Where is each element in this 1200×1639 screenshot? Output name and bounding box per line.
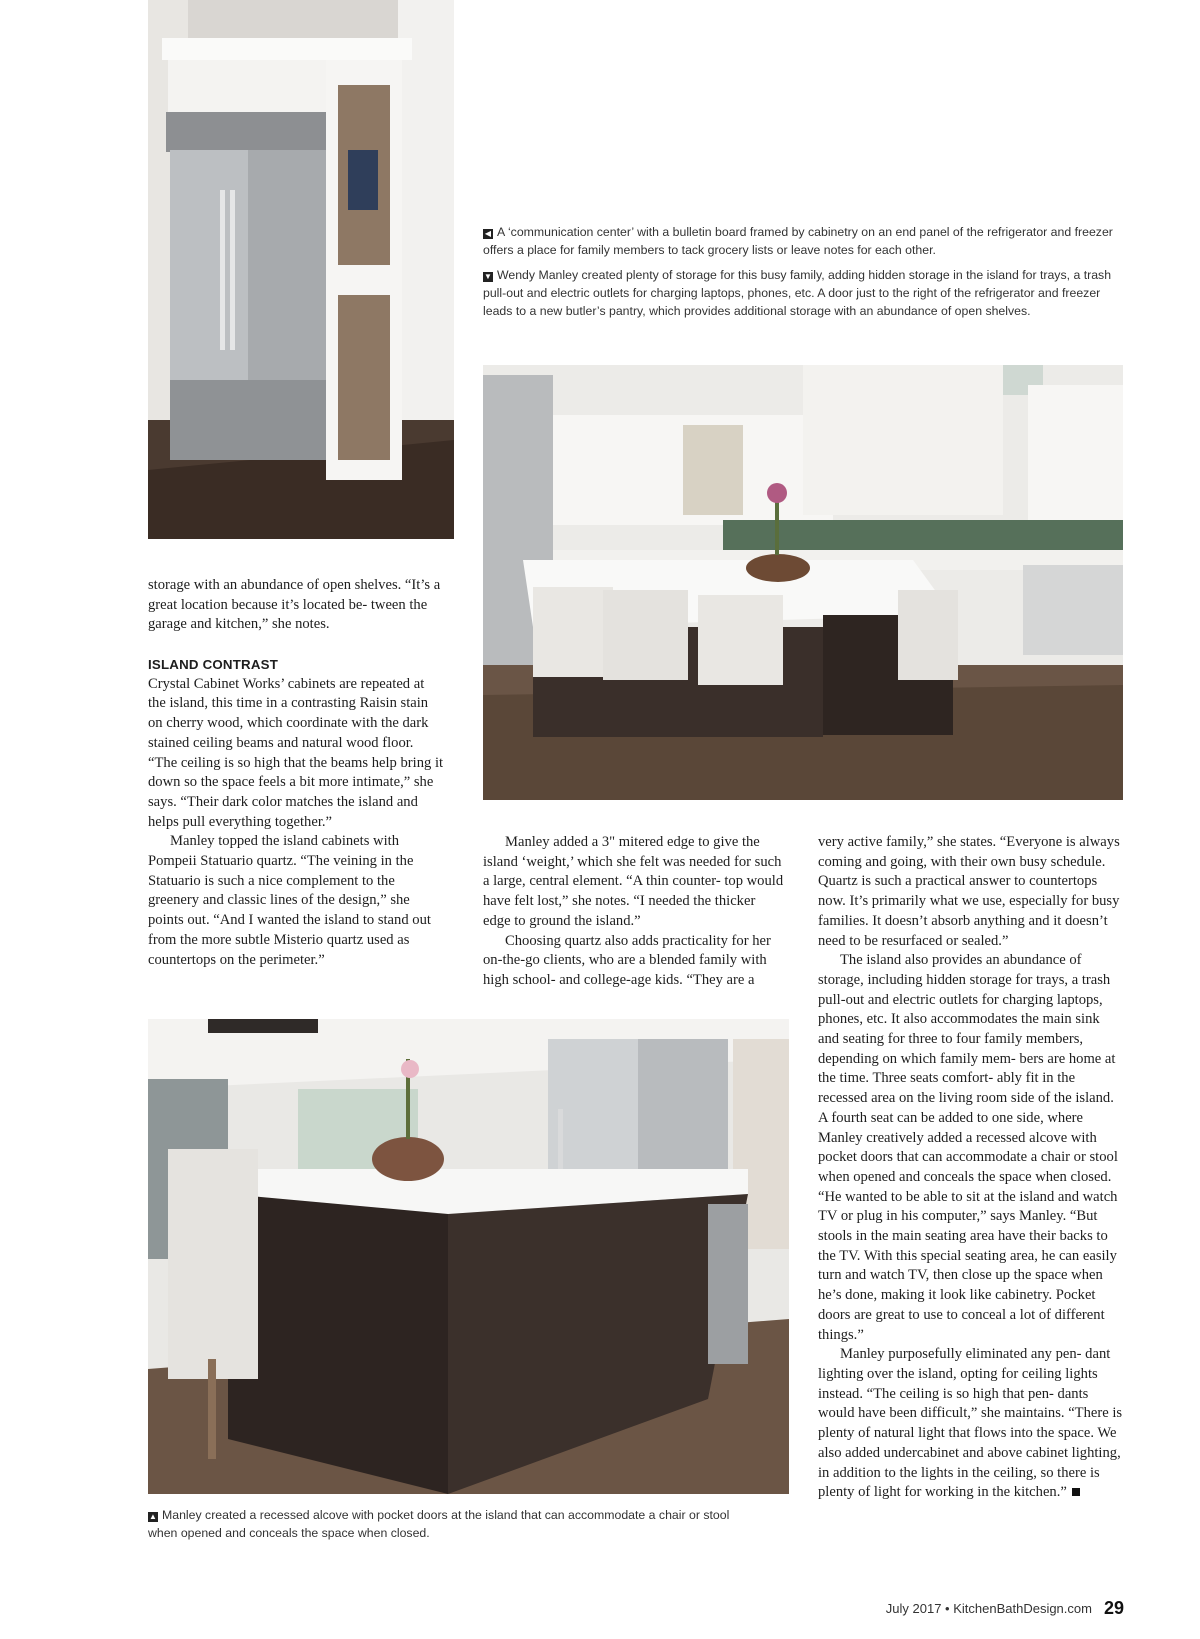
article-paragraph: Crystal Cabinet Works’ cabinets are repeated at the island, this time in a contrasting Raisin stain on cherry wood, which coordinate with the dark stained ceiling beams and natural wood floor. “The ceiling is so high that the beams help bring it down so the space feels a bit more intimate,” she says. “Their dark color matches the island and helps pull everything together.” bbox=[148, 675, 444, 830]
section-heading: ISLAND CONTRAST bbox=[148, 657, 279, 672]
square-end-icon bbox=[1072, 1488, 1080, 1496]
article-paragraph: Manley added a 3" mitered edge to give the island ‘weight,’ which she felt was needed for such a large, central element. “A thin counter- top would have felt lost,” she notes. “I needed the thicker edge to ground the island.” bbox=[483, 834, 784, 929]
arrow-up-icon: ▲ bbox=[149, 1512, 157, 1521]
article-column-right bbox=[818, 833, 1123, 1503]
article-paragraph: Manley topped the island cabinets with Pompeii Statuario quartz. “The veining in the Statuario is such a nice complement to the greenery and classic lines of the design,” she points out. “And I wanted the island to stand out from the more subtle Misterio quartz used as countertops on the perimeter.” bbox=[148, 833, 431, 968]
article-column-left bbox=[148, 655, 445, 970]
caption-communication-center bbox=[483, 224, 1123, 260]
caption-text: Manley created a recessed alcove with pocket doors at the island that can accommodate a chair or stool when opened and conceals the space when closed. bbox=[148, 1508, 730, 1540]
caption-recessed-alcove bbox=[148, 1507, 748, 1543]
page-footer bbox=[886, 1598, 1124, 1619]
article-intro bbox=[148, 576, 443, 635]
arrow-down-icon: ▼ bbox=[484, 272, 492, 281]
article-paragraph: very active family,” she states. “Everyone is always coming and going, with their own busy schedule. Quartz is such a practical answer to countertops now. It’s primarily what we use, especially for busy families. It doesn’t absorb anything and it doesn’t need to be resurfaced or sealed.” bbox=[818, 834, 1120, 949]
article-paragraph bbox=[818, 1345, 1123, 1503]
caption-text: Wendy Manley created plenty of storage for this busy family, adding hidden storage in the island for trays, a trash pull-out and electric outlets for charging laptops, phones, etc. A door just to the right of the refrigerator and freezer leads to a new butler’s pantry, which provides additional storage with an abundance of open shelves. bbox=[483, 268, 1112, 318]
photo-kitchen-island-seating bbox=[483, 365, 1123, 800]
photo-island-recessed-alcove bbox=[148, 1019, 789, 1494]
caption-hidden-storage bbox=[483, 267, 1123, 320]
article-column-middle bbox=[483, 833, 785, 991]
page-number: 29 bbox=[1103, 1598, 1124, 1618]
arrow-left-icon: ◀ bbox=[484, 229, 492, 238]
photo-refrigerator-communication-center bbox=[148, 0, 454, 539]
refrigerator-illustration bbox=[148, 0, 454, 539]
island-illustration bbox=[148, 1019, 789, 1494]
footer-issue: July 2017 • KitchenBathDesign.com bbox=[885, 1601, 1092, 1616]
article-paragraph: Choosing quartz also adds practicality for her on-the-go clients, who are a blended family with high school- and college-age kids. “They are a bbox=[483, 932, 771, 988]
caption-text: A ‘communication center’ with a bulletin board framed by cabinetry on an end panel of the refrigerator and freezer offers a place for family members to tack grocery lists or leave notes for each other. bbox=[483, 225, 1113, 257]
article-paragraph: The island also provides an abundance of storage, including hidden storage for trays, a trash pull-out and electric outlets for charging laptops, phones, etc. It also accommodates the main sink and seating for three to four family members, depending on which family mem- bers are home at the time. Three seats comfort- ably fit in the recessed area on the living room side of the island. A fourth seat can be added to one side, where Manley creatively added a recessed alcove with pocket doors that can accommodate a chair or stool when opened and conceals the space when closed. “He wanted to be able to sit at the island and watch TV or plug in his computer,” says Manley. “But stools in the main seating area have their backs to the TV. With this special seating area, he can easily turn and watch TV, then close up the space when he’s done, making it look like cabinetry. Pocket doors are great to use to conceal a lot of different things.” bbox=[818, 952, 1118, 1343]
article-paragraph-text: Manley purposefully eliminated any pen- dant lighting over the island, opting for ceiling lights instead. “The ceiling is so high that pen- dants would have been difficult,” she maintains. “There is plenty of natural light that flows into the space. We also added undercabinet and above cabinet lighting, in addition to the lights in the ceiling, so there is plenty of light for working in the kitchen.” bbox=[818, 1346, 1123, 1501]
kitchen-illustration bbox=[483, 365, 1123, 800]
article-paragraph: storage with an abundance of open shelves. “It’s a great location because it’s located be- tween the garage and kitchen,” she notes. bbox=[148, 577, 441, 633]
